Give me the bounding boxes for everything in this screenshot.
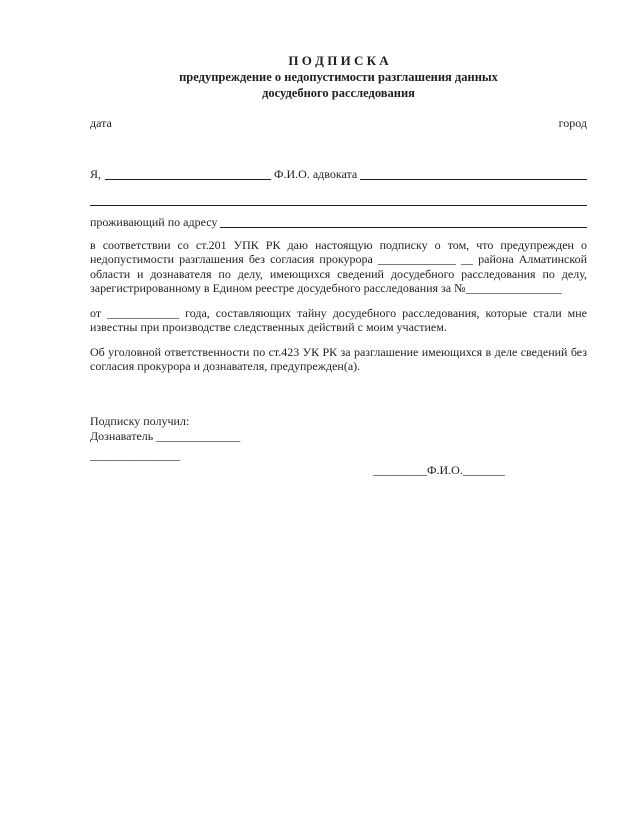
date-label: дата <box>90 116 112 130</box>
paragraph-consent: в соответствии со ст.201 УПК РК даю настоящую подписку о том, что предупрежден о недопустимости разглашения без согласия прокурора _____________ __ района Алматинской области и дознавателя по делу, имеющихся сведений досудебного расследования по делу, зарегистрированному в Едином реестре досудебного расследования за №________________ <box>90 237 587 295</box>
document-subtitle-line-2: досудебного расследования <box>262 86 415 100</box>
investigator-blank-line: _______________ <box>90 447 180 462</box>
address-blank-line <box>220 226 587 228</box>
name-blank-line <box>105 178 271 180</box>
continuation-blank-line <box>90 205 587 206</box>
city-label: город <box>558 116 587 130</box>
date-city-row <box>90 116 587 131</box>
fio-advocate-label: Ф.И.О. адвоката <box>274 166 358 181</box>
document-subtitle-line-1: предупреждение о недопустимости разглашения данных <box>179 70 498 84</box>
signature-block <box>90 414 587 478</box>
address-line <box>90 215 587 230</box>
fio-signature-line: _________Ф.И.О._______ <box>373 462 505 477</box>
identity-prefix: Я, <box>90 166 102 181</box>
paragraph-liability: Об уголовной ответственности по ст.423 УК РК за разглашение имеющихся в деле сведений без согласия прокурора и дознавателя, предупрежден(а). <box>90 344 587 373</box>
investigator-line: Дознаватель ______________ <box>90 428 241 443</box>
received-label: Подписку получил: <box>90 413 190 428</box>
identity-line <box>90 167 587 182</box>
paragraph-date-secrecy: от ____________ года, составляющих тайну досудебного расследования, которые стали мне известны при производстве следственных действий с моим участием. <box>90 305 587 334</box>
advocate-name-blank-line <box>360 178 587 180</box>
document-title: П О Д П И С К А <box>288 53 389 68</box>
address-label: проживающий по адресу <box>90 215 218 229</box>
